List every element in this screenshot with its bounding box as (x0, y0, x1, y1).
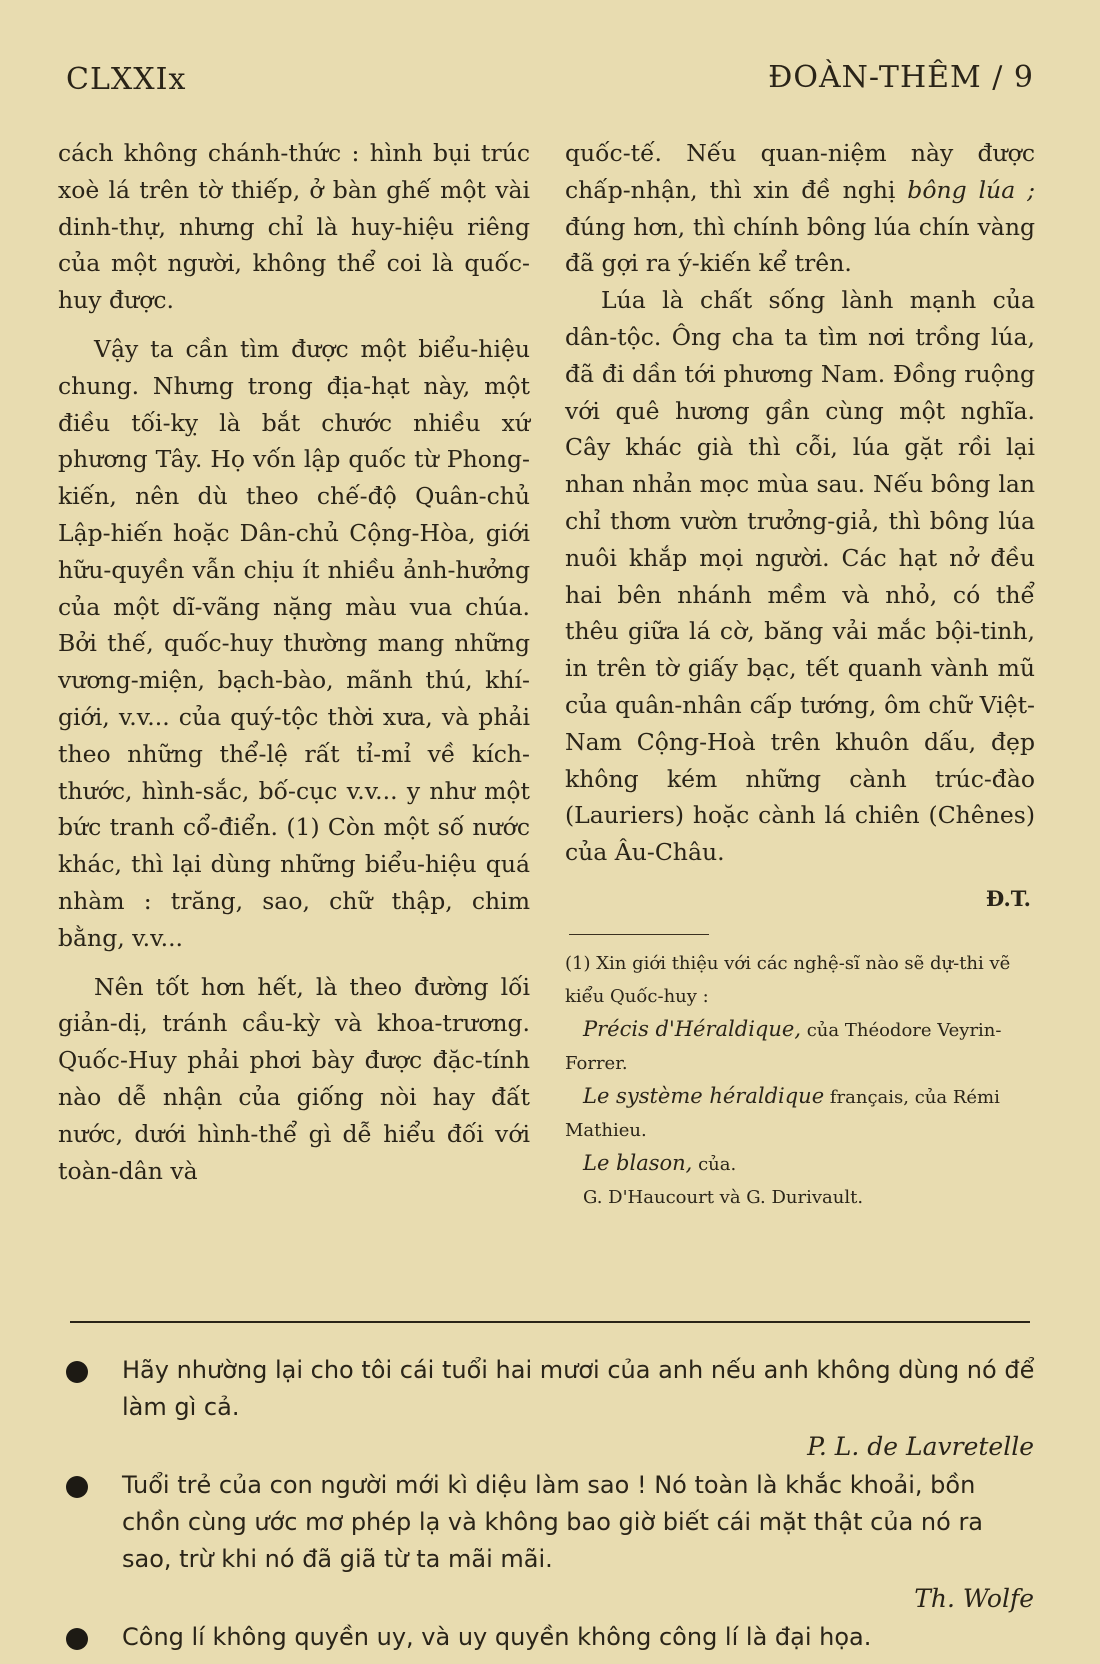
ref-title: Le système héraldique (583, 1083, 825, 1108)
right-paragraph-2: Lúa là chất sống lành mạnh của dân-tộc. Ông cha ta tìm nơi trồng lúa, đã đi dần tới phương Nam. Đồng ruộng với quê hương gần cùng một nghĩa. Cây khác già thì cỗi, lúa gặt rồi lại nhan nhản mọc mùa sau. Nếu bông lan chỉ thơm vườn trưởng-giả, thì bông lúa nuôi khắp mọi người. Các hạt nở đều hai bên nhánh mềm và nhỏ, có thể thêu giữa lá cờ, băng vải mắc bội-tinh, in trên tờ giấy bạc, tết quanh vành mũ của quân-nhân cấp tướng, ôm chữ Việt-Nam Cộng-Hoà trên khuôn dấu, đẹp không kém những cành trúc-đào (Lauriers) hoặc cành lá chiên (Chênes) của Âu-Châu. (565, 286, 1035, 867)
emphasis-bong-lua: bông lúa ; (907, 175, 1036, 204)
quote-author: P. L. de Lavretelle (807, 1432, 1034, 1461)
footnote-divider (569, 934, 709, 935)
quote-author: Th. Wolfe (914, 1584, 1034, 1613)
right-paragraph-1-text-a: quốc-tế. Nếu quan-niệm này được chấp-nhận, thì xin đề nghị (565, 139, 1035, 204)
section-divider (70, 1321, 1030, 1323)
footnote-ref (565, 1181, 1035, 1214)
page-number-roman: CLXXIx (66, 62, 187, 97)
right-paragraph-1-text-b: đúng hơn, thì chính bông lúa chín vàng đã gợi ra ý-kiến kể trên. (565, 212, 1035, 278)
page-header-author: ĐOÀN-THÊM / 9 (768, 60, 1034, 95)
author-signature: Đ.T. (985, 885, 1031, 911)
quote-item (60, 1619, 1038, 1656)
footnote-ref (565, 1147, 1035, 1181)
footnote-ref (565, 1013, 1035, 1080)
quote-text: Tuổi trẻ của con người mới kì diệu làm sao ! Nó toàn là khắc khoải, bồn chồn cùng ước mơ phép lạ và không bao giờ biết cái mặt thật của nó ra sao, trừ khi nó đã giã từ ta mãi mãi. (122, 1471, 984, 1573)
ref-author: G. D'Haucourt và G. Durivault. (583, 1186, 864, 1208)
quotes-section (60, 1352, 1038, 1656)
right-paragraph-1 (565, 135, 1035, 282)
quote-item (60, 1352, 1038, 1426)
footnote-ref (565, 1080, 1035, 1147)
ref-author: français, của Rémi Mathieu. (565, 1086, 1000, 1141)
bullet-icon (66, 1476, 88, 1498)
ref-title: Précis d'Héraldique, (583, 1016, 801, 1041)
right-column (565, 135, 1035, 1214)
ref-title: Le blason, (583, 1150, 693, 1175)
ref-author: của. (692, 1153, 737, 1175)
footnote-intro: (1) Xin giới thiệu với các nghệ-sĩ nào sẽ dự-thi vẽ kiểu Quốc-huy : (565, 952, 1011, 1007)
quote-item (60, 1467, 1038, 1578)
ref-author: của Théodore Veyrin-Forrer. (565, 1019, 1002, 1074)
bullet-icon (66, 1361, 88, 1383)
footnote (565, 947, 1035, 1214)
left-paragraph-2: Vậy ta cần tìm được một biểu-hiệu chung. Nhưng trong địa-hạt này, một điều tối-kỵ là bắt chước nhiều xứ phương Tây. Họ vốn lập quốc từ Phong-kiến, nên dù theo chế-độ Quân-chủ Lập-hiến hoặc Dân-chủ Cộng-Hòa, giới hữu-quyền vẫn chịu ít nhiều ảnh-hưởng của một dĩ-vãng nặng màu vua chúa. Bởi thế, quốc-huy thường mang những vương-miện, bạch-bào, mãnh thú, khí-giới, v.v... của quý-tộc thời xưa, và phải theo những thể-lệ rất tỉ-mỉ về kích-thước, hình-sắc, bố-cục v.v... y như một bức tranh cổ-điển. (1) Còn một số nước khác, thì lại dùng những biểu-hiệu quá nhàm : trăng, sao, chữ thập, chim bằng, v.v... (58, 334, 530, 952)
quote-text: Công lí không quyền uy, và uy quyền không công lí là đại họa. (122, 1623, 872, 1651)
left-paragraph-1: cách không chánh-thức : hình bụi trúc xoè lá trên tờ thiếp, ở bàn ghế một vài dinh-thự, nhưng chỉ là huy-hiệu riêng của một người, không thể coi là quốc-huy được. (58, 139, 530, 315)
left-column (58, 135, 530, 1189)
bullet-icon (66, 1628, 88, 1650)
quote-text: Hãy nhường lại cho tôi cái tuổi hai mươi của anh nếu anh không dùng nó để làm gì cả. (122, 1356, 1035, 1421)
left-paragraph-3: Nên tốt hơn hết, là theo đường lối giản-dị, tránh cầu-kỳ và khoa-trương. Quốc-Huy phải phơi bày được đặc-tính nào dễ nhận của giống nòi hay đất nước, dưới hình-thể gì dễ hiểu đối với toàn-dân và (58, 972, 530, 1185)
